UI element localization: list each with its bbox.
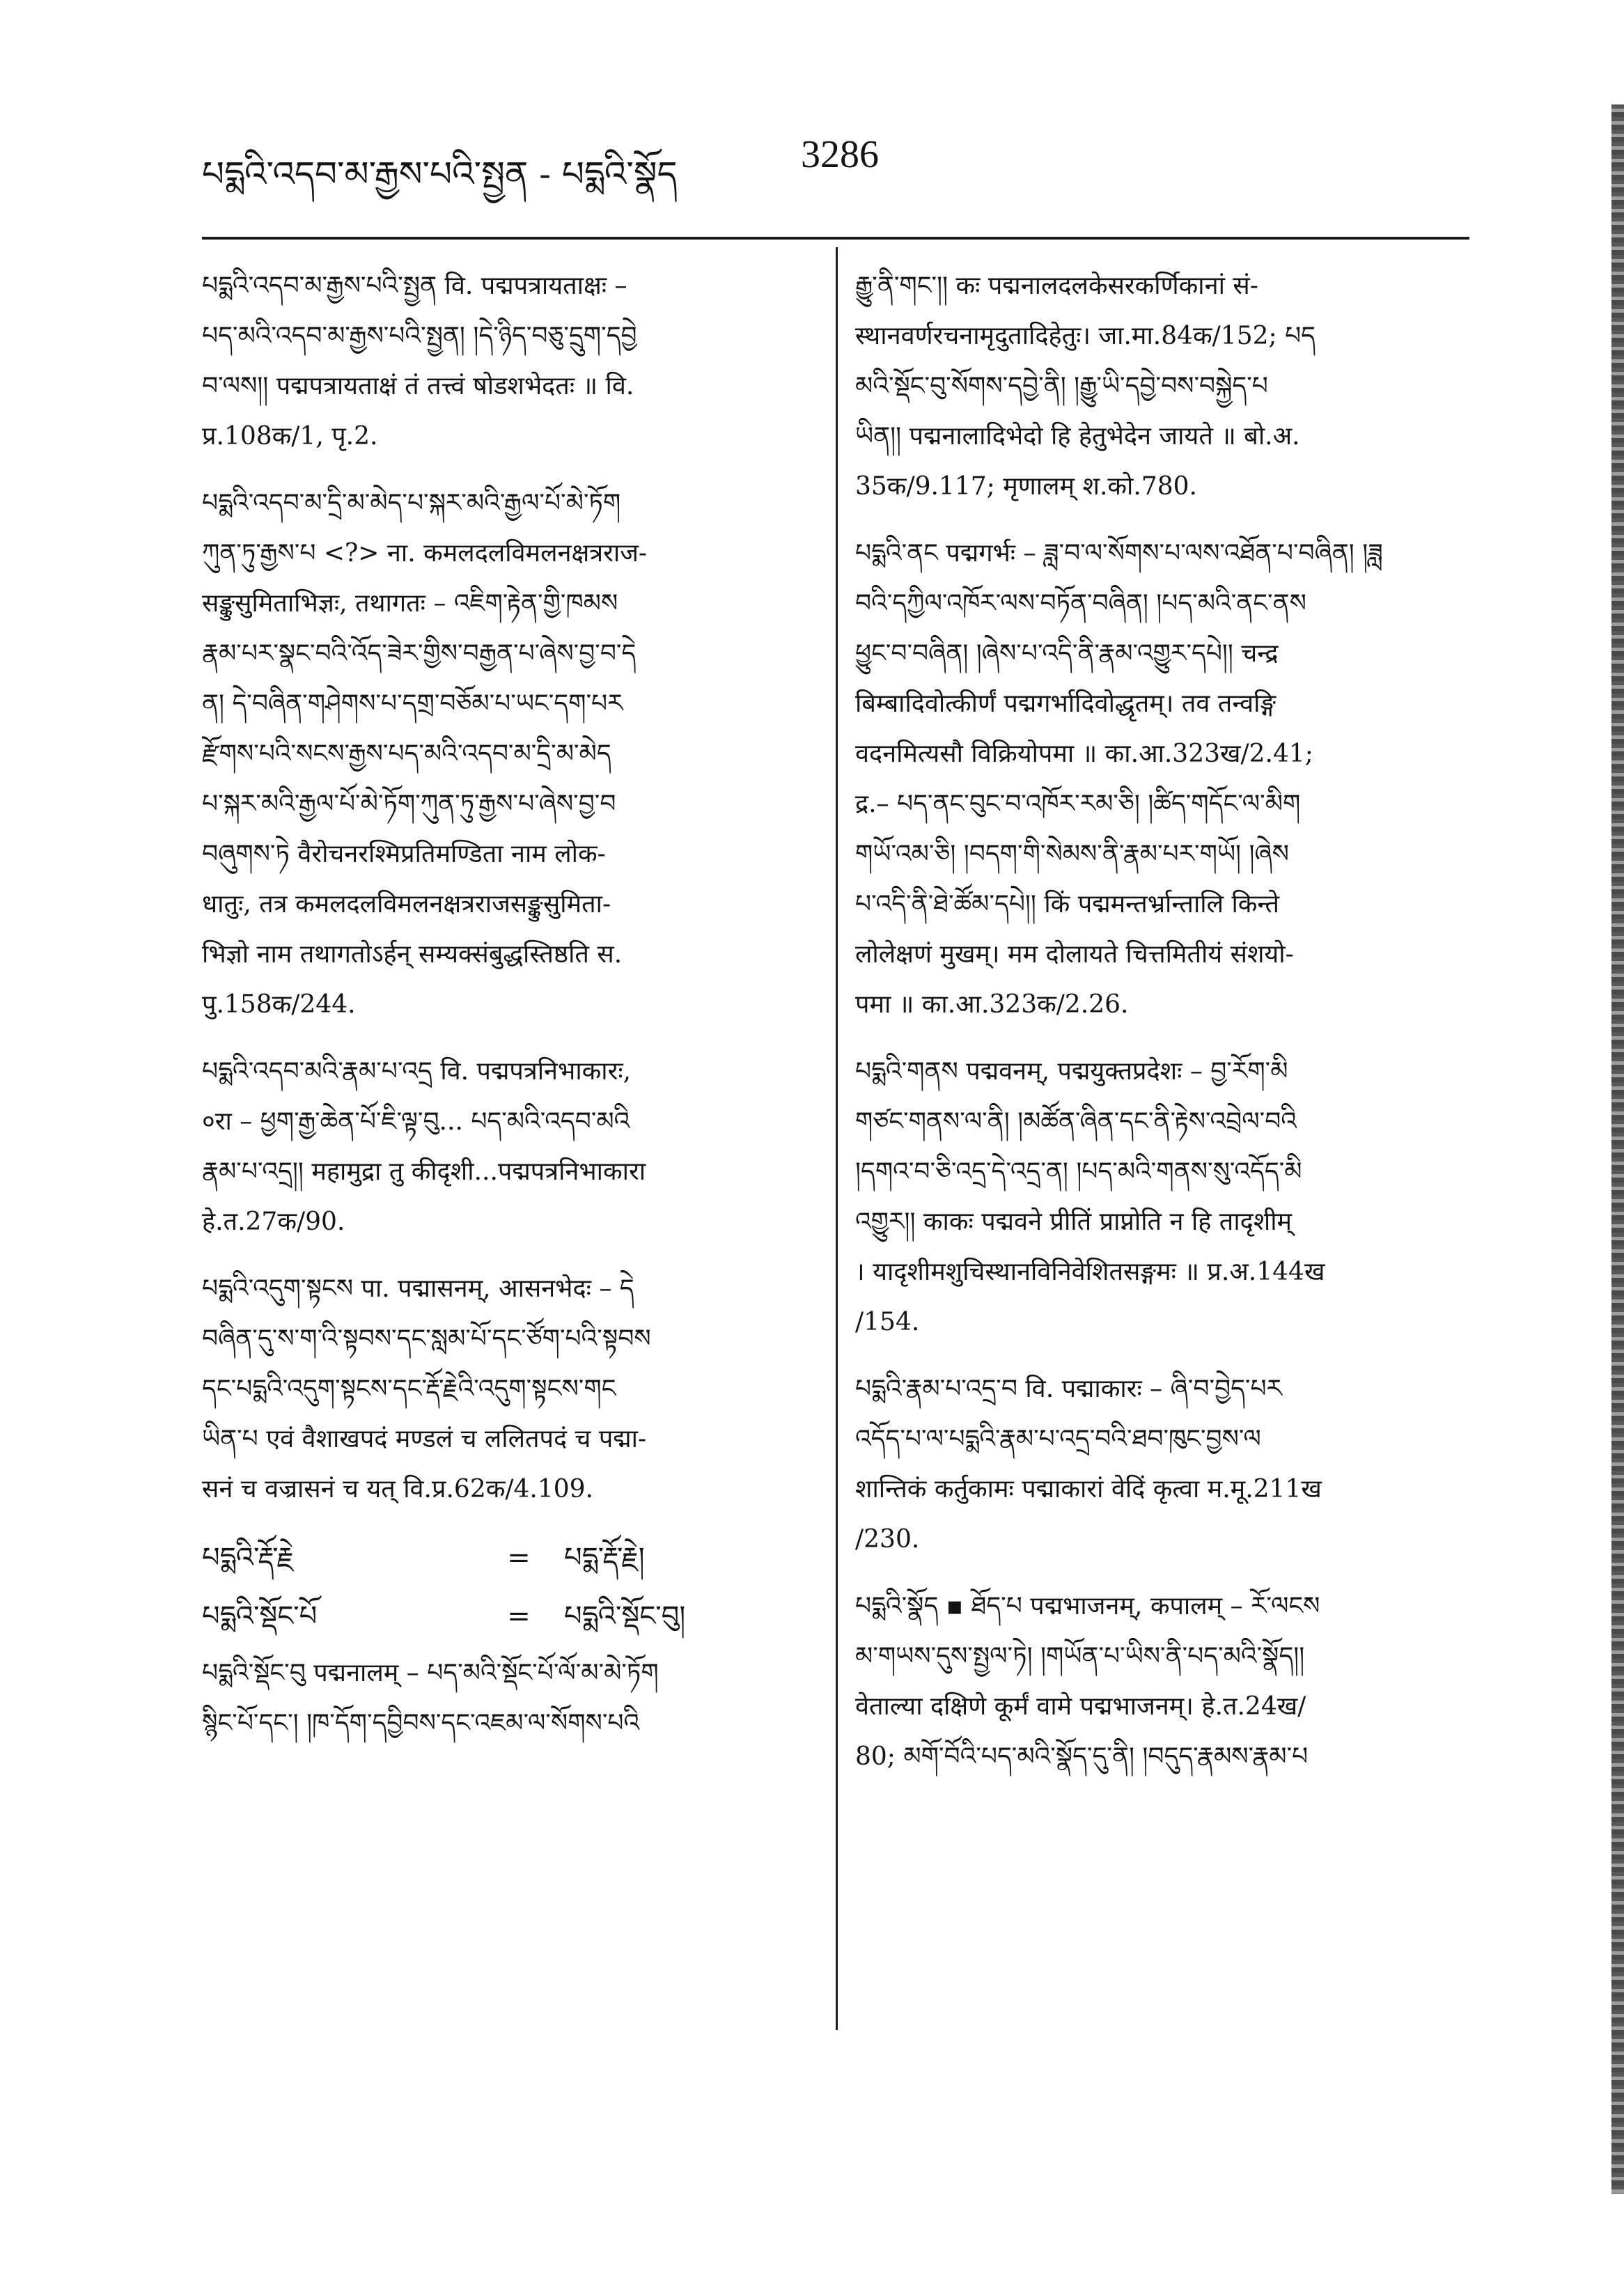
header-rule	[202, 237, 1469, 240]
entry-line: लोलेक्षणं मुखम्। मम दोलायते चित्तमितीयं संशयो-	[855, 940, 1294, 969]
entry-line: शान्तिकं कर्तुकामः पद्माकारां वेदिं कृत्वा म.मू.211ख	[855, 1475, 1322, 1503]
entry-line: सनं च वज्रासनं च यत् वि.प्र.62क/4.109.	[202, 1475, 594, 1503]
entry-line: ཕྱུང་བ་བཞིན། །ཞེས་པ་འདི་ནི་རྣམ་འགྱུར་དཔེ།། चन्द्र	[855, 639, 1279, 668]
entry-line: པད་མའི་འདབ་མ་རྒྱས་པའི་སྤྱན། །དེ་ཉིད་བཅུ་དྲུག་དབྱེ	[202, 322, 637, 350]
entry-headline: པདྨའི་འདབ་མ་དྲི་མ་མེད་པ་སྐར་མའི་རྒྱལ་པོ་མེ་ཏོག	[202, 489, 621, 517]
entry-line: ན། དེ་བཞིན་གཤེགས་པ་དགྲ་བཅོམ་པ་ཡང་དག་པར	[202, 689, 623, 718]
entry-line: བཞིན་དུ་ས་ག་འི་སྟབས་དང་སླམ་པོ་དང་ཙོག་པའི་སྟབས	[202, 1325, 651, 1353]
entry-line: རྣམ་པ་འདྲ།། महामुद्रा तु कीदृशी...पद्मपत्रनिभाकारा	[202, 1157, 646, 1186]
left-column	[202, 261, 815, 1765]
entry-line: । यादृशीमशुचिस्थानविनिवेशितसङ्गमः ॥ प्र.अ.144ख	[855, 1258, 1325, 1286]
entry-headline: པདྨའི་གནས पद्मवनम्, पद्मयुक्तप्रदेशः – བྱ་རོག་མི	[855, 1057, 1288, 1086]
entry-line: 35क/9.117; मृणालम् श.को.780.	[855, 472, 1197, 501]
running-header: པདྨའི་འདབ་མ་རྒྱས་པའི་སྤྱན - པདྨའི་སྣོད	[202, 154, 678, 194]
entry-headline: པདྨའི་ནང पद्मगर्भः – ཟླ་བ་ལ་སོགས་པ་ལས་འཐོན་པ་བཞིན། །ཟླ	[855, 539, 1383, 568]
dictionary-entry	[855, 1364, 1468, 1565]
entry-line: མའི་སྡོང་བུ་སོགས་དབྱེ་ནི། །རྒྱུ་ཡི་དབྱེ་བས་བསྐྱེད་པ	[855, 372, 1268, 400]
xref-target: པདྨ་རྡོ་རྗེ།	[564, 1542, 645, 1574]
entry-line: རྣམ་པར་སྣང་བའི་འོད་ཟེར་གྱིས་བརྒྱན་པ་ཞེས་བྱ་བ་དེ	[202, 639, 637, 668]
entry-line: བའི་དཀྱིལ་འཁོར་ལས་བཏོན་བཞིན། །པད་མའི་ནང་ནས	[855, 589, 1306, 618]
entry-line: བཞུགས་ཏེ वैरोचनरश्मिप्रतिमण्डिता नाम लोक-	[202, 840, 606, 868]
entry-headline: རྒྱུ་ནི་གང་།། कः पद्मनालदलकेसरकर्णिकानां सं-	[855, 272, 1258, 300]
dictionary-entry	[202, 478, 815, 1030]
dictionary-entry	[855, 1581, 1468, 1782]
xref-target: པདྨའི་སྡོང་བུ།	[564, 1600, 686, 1632]
entry-headline: པདྨའི་འདབ་མ་རྒྱས་པའི་སྤྱན वि. पद्मपत्रायताक्षः –	[202, 272, 627, 300]
entry-headline: པདྨའི་འདབ་མའི་རྣམ་པ་འདྲ वि. पद्मपत्रनिभाकारः,	[202, 1057, 632, 1086]
entry-line: བ་ལས།། पद्मपत्रायताक्षं तं तत्त्वं षोडशभेदतः ॥ वि.	[202, 372, 634, 400]
entry-line: སྙིང་པོ་དང་། །ཁ་དོག་དབྱིབས་དང་འཇམ་ལ་སོགས་པའི	[202, 1709, 640, 1737]
entry-line: धातुः, तत्र कमलदलविमलनक्षत्रराजसङ्कुसुमिता-	[202, 890, 611, 919]
entry-line: हे.त.27क/90.	[202, 1208, 345, 1236]
entry-line: द्र.– པད་ནང་བུང་བ་འཁོར་རམ་ཅི། །ཚིད་གདོང་ལ་མིག	[855, 790, 1301, 818]
entry-headline: པདྨའི་རྣམ་པ་འདྲ་བ वि. पद्माकारः – ཞི་བ་བྱེད་པར	[855, 1375, 1282, 1403]
cross-reference-row	[202, 1590, 815, 1643]
dictionary-entry	[202, 1648, 815, 1749]
entry-line: མ་གཡས་དུས་སྤྱལ་ཏེ། །གཡོན་པ་ཡིས་ནི་པད་མའི་སྣོད།།	[855, 1642, 1305, 1671]
entry-line: वेताल्या दक्षिणे कूर्मं वामे पद्मभाजनम्। हे.त.24ख/	[855, 1692, 1306, 1721]
entry-line: वदनमित्यसौ विक्रियोपमा ॥ का.आ.323ख/2.41;	[855, 740, 1313, 768]
entry-line: पमा ॥ का.आ.323क/2.26.	[855, 990, 1129, 1019]
cross-reference-list	[202, 1531, 815, 1643]
scan-edge	[1611, 104, 1624, 2194]
entry-line: ཀུན་ཏུ་རྒྱས་པ <?> ना. कमलदलविमलनक्षत्रराज-	[202, 539, 648, 568]
entry-headline: པདྨའི་སྡོང་བུ पद्मनालम् – པད་མའི་སྡོང་པོ་ལོ་མ་མེ་ཏོག	[202, 1659, 659, 1687]
xref-equals: =	[507, 1600, 531, 1632]
entry-line: །དགའ་བ་ཅི་འདྲ་དེ་འདྲ་ན། །པད་མའི་གནས་སུ་འདོད་མི	[855, 1157, 1302, 1186]
entry-line: बिम्बादिवोत्कीर्णं पद्मगर्भादिवोद्धृतम्। तव तन्वङ्गि	[855, 689, 1276, 718]
dictionary-entry	[202, 261, 815, 462]
dictionary-entry	[202, 1264, 815, 1515]
dictionary-entry	[202, 1047, 815, 1247]
entry-line: /230.	[855, 1525, 920, 1554]
entry-line: རྫོགས་པའི་སངས་རྒྱས་པད་མའི་འདབ་མ་དྲི་མ་མེད	[202, 740, 611, 768]
entry-headline: པདྨའི་འདུག་སྟངས पा. पद्मासनम्, आसनभेदः – དེ	[202, 1274, 634, 1303]
entry-line: དང་པདྨའི་འདུག་སྟངས་དང་རྡོ་རྗེའི་འདུག་སྟངས་གང	[202, 1375, 616, 1403]
entry-line: ཡིན་པ एवं वैशाखपदं मण्डलं च ललितपदं च पद्मा-	[202, 1425, 647, 1453]
right-column	[855, 261, 1468, 1799]
entry-line: प्र.108क/1, पृ.2.	[202, 422, 378, 451]
dictionary-entry	[855, 529, 1468, 1030]
entry-line: सङ्कुसुमिताभिज्ञः, तथागतः – འཇིག་རྟེན་གྱི་ཁམས	[202, 589, 618, 618]
entry-line: འདོད་པ་ལ་པདྨའི་རྣམ་པ་འདྲ་བའི་ཐབ་ཁུང་བྱས་ལ	[855, 1425, 1261, 1453]
entry-line: པ་འདི་ནི་ཐེ་ཚོམ་དཔེ།། किं पद्ममन्तर्भ्रान्तालि किन्ते	[855, 890, 1280, 919]
entry-line: ०रा – ཕྱག་རྒྱ་ཆེན་པོ་ཇི་ལྟ་བུ... པད་མའི་འདབ་མའི	[202, 1107, 630, 1136]
entry-line: གཡོ་འམ་ཅི། །བདག་གི་སེམས་ནི་རྣམ་པར་གཡོ། །ཞེས	[855, 840, 1289, 868]
page-number: 3286	[801, 133, 879, 176]
entry-line: ཡིན།། पद्मनालादिभेदो हि हेतुभेदेन जायते ॥ बो.अ.	[855, 422, 1300, 451]
dictionary-entry	[855, 261, 1468, 512]
entry-line: पु.158क/244.	[202, 990, 356, 1019]
entry-headline: པདྨའི་སྣོད ▪ ཐོད་པ पद्मभाजनम्, कपालम् – རོ་ལངས	[855, 1592, 1320, 1620]
entry-line: भिज्ञो नाम तथागतोऽर्हन् सम्यक्संबुद्धस्तिष्ठति स.	[202, 940, 623, 969]
cross-reference-row	[202, 1531, 815, 1584]
entry-line: स्थानवर्णरचनामृदुतादिहेतुः। जा.मा.84क/152; པད	[855, 322, 1316, 350]
entry-line: གཙང་གནས་ལ་ནི། །མཚོན་ཞིན་དང་ནི་རྟེས་འབྲེལ་བའི	[855, 1107, 1297, 1136]
entry-line: པ་སྐར་མའི་རྒྱལ་པོ་མེ་ཏོག་ཀུན་ཏུ་རྒྱས་པ་ཞེས་བྱ་བ	[202, 790, 616, 818]
xref-term: པདྨའི་སྡོང་པོ	[202, 1600, 318, 1632]
entry-line: /154.	[855, 1308, 920, 1336]
entry-line: 80; མགོ་བོའི་པད་མའི་སྣོད་དུ་ནི། །བདུད་རྣམས་རྣམ་པ	[855, 1742, 1309, 1771]
xref-equals: =	[507, 1542, 531, 1574]
dictionary-entry	[855, 1047, 1468, 1347]
entry-line: འགྱུར།། काकः पद्मवने प्रीतिं प्राप्नोति न हि तादृशीम्	[855, 1208, 1293, 1236]
xref-term: པདྨའི་རྡོ་རྗེ	[202, 1542, 294, 1574]
column-divider	[836, 247, 838, 2030]
